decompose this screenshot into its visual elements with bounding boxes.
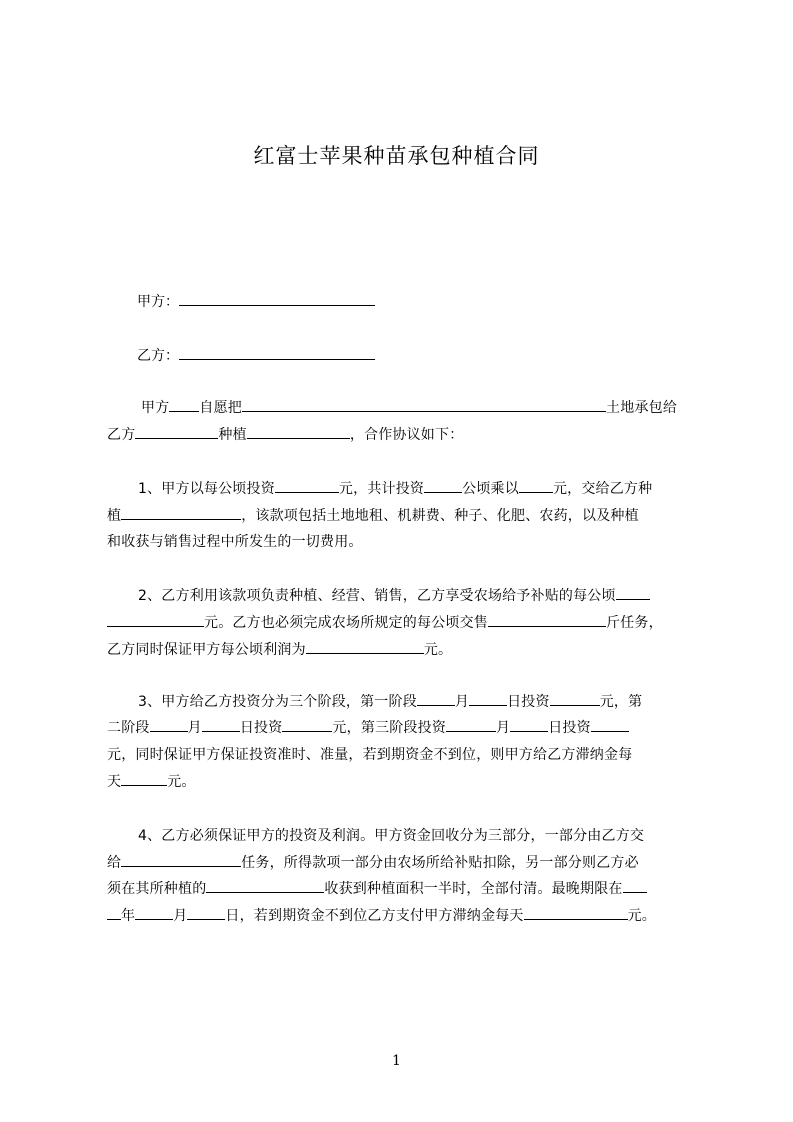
clause-text: 和收获与销售过程中所发生的一切费用。	[107, 534, 363, 550]
clause-2-line-1	[138, 586, 650, 606]
blank	[206, 891, 324, 893]
intro-text: 种植	[218, 427, 247, 443]
clause-3-line-1	[138, 692, 642, 712]
blank	[150, 730, 188, 732]
clause-text: 1、甲方以每公顷投资	[138, 481, 275, 497]
blank	[107, 625, 204, 627]
party-b-label: 乙方：	[137, 348, 179, 364]
party-a-blank	[179, 304, 375, 306]
intro-text: 乙方	[107, 427, 136, 443]
clause-4-line-2	[107, 853, 639, 873]
blank	[121, 518, 241, 520]
clause-1-line-1	[138, 479, 652, 499]
page-number: 1	[392, 1053, 401, 1069]
clause-3-line-4	[107, 772, 196, 792]
clause-1-line-2	[107, 506, 639, 526]
blank	[616, 598, 650, 600]
blank	[169, 410, 199, 412]
intro-text: 自愿把	[199, 400, 243, 416]
clause-text: 须在其所种植的	[107, 881, 207, 897]
clause-3-line-2	[107, 718, 629, 738]
clause-text: 给	[107, 855, 122, 871]
clause-text: 元，交给乙方种	[552, 481, 653, 497]
blank	[275, 491, 339, 493]
clause-4-line-4	[107, 906, 656, 926]
blank	[591, 730, 629, 732]
clause-text: 斤任务，	[606, 615, 663, 631]
clause-text: 日投资	[548, 720, 591, 736]
clause-text: 月	[496, 720, 511, 736]
clause-text: 元。	[167, 774, 196, 790]
party-b-line	[137, 345, 375, 365]
blank	[306, 652, 424, 654]
blank	[519, 491, 553, 493]
clause-1-line-3	[107, 532, 363, 552]
clause-text: 4、乙方必须保证甲方的投资及利润。甲方资金回收分为三部分，一部分由乙方交	[138, 828, 645, 844]
clause-text: 月	[187, 720, 202, 736]
blank	[135, 918, 173, 920]
clause-text: ，该款项包括土地地租、机耕费、种子、化肥、农药，以及种植	[241, 508, 639, 524]
clause-text: 日，若到期资金不到位乙方支付甲方滞纳金每天	[225, 908, 524, 924]
clause-text: 元，第	[599, 694, 643, 710]
clause-text: 月	[173, 908, 188, 924]
blank	[469, 704, 507, 706]
blank	[121, 784, 167, 786]
clause-text: 元，共计投资	[338, 481, 425, 497]
clause-text: 3、甲方给乙方投资分为三个阶段，第一阶段	[138, 694, 417, 710]
clause-text: 公顷乘以	[462, 481, 519, 497]
blank	[510, 730, 548, 732]
blank	[202, 730, 240, 732]
blank	[121, 865, 241, 867]
blank	[247, 437, 350, 439]
blank	[242, 410, 606, 412]
clause-text: 天	[107, 774, 122, 790]
clause-4-line-3	[107, 879, 647, 899]
clause-text: 植	[107, 508, 122, 524]
clause-text: 元。乙方也必须完成农场所规定的每公顷交售	[204, 615, 488, 631]
intro-text: 土地承包给	[606, 400, 678, 416]
clause-text: 收获到种植面积一半时，全部付清。最晚期限在	[324, 881, 623, 897]
intro-line-1	[141, 398, 677, 418]
blank	[187, 918, 225, 920]
clause-text: 月	[454, 694, 470, 710]
clause-3-line-3	[107, 745, 632, 765]
party-a-label: 甲方：	[137, 294, 179, 310]
clause-text: 元，第三阶段投资	[332, 720, 447, 736]
clause-text: 元。	[423, 642, 453, 658]
party-b-blank	[179, 358, 375, 360]
clause-text: 日投资	[507, 694, 550, 710]
blank	[488, 625, 606, 627]
document-title: 红富士苹果种苗承包种植合同	[253, 144, 540, 168]
clause-text: 2、乙方利用该款项负责种植、经营、销售，乙方享受农场给予补贴的每公顷	[138, 588, 616, 604]
intro-text: 甲方	[141, 400, 170, 416]
blank	[282, 730, 332, 732]
clause-text: 乙方同时保证甲方每公顷利润为	[107, 642, 306, 658]
blank	[107, 918, 121, 920]
intro-text: ，合作协议如下：	[349, 427, 464, 443]
blank	[135, 437, 218, 439]
blank	[623, 891, 647, 893]
clause-text: 年	[121, 908, 136, 924]
intro-line-2	[107, 425, 463, 445]
clause-text: 日投资	[239, 720, 283, 736]
blank	[417, 704, 455, 706]
clause-text: 元。	[627, 908, 657, 924]
blank	[424, 491, 462, 493]
clause-text: 任务，所得款项一部分由农场所给补贴扣除，另一部分则乙方必	[241, 855, 639, 871]
clause-2-line-3	[107, 640, 452, 660]
clause-text: 二阶段	[107, 720, 150, 736]
clause-text: 元，同时保证甲方保证投资准时、准量，若到期资金不到位，则甲方给乙方滞纳金每	[107, 747, 633, 763]
blank	[446, 730, 496, 732]
party-a-line	[137, 291, 375, 311]
clause-2-line-2	[107, 613, 663, 633]
blank	[524, 918, 628, 920]
blank	[550, 704, 600, 706]
clause-4-line-1	[138, 826, 644, 846]
